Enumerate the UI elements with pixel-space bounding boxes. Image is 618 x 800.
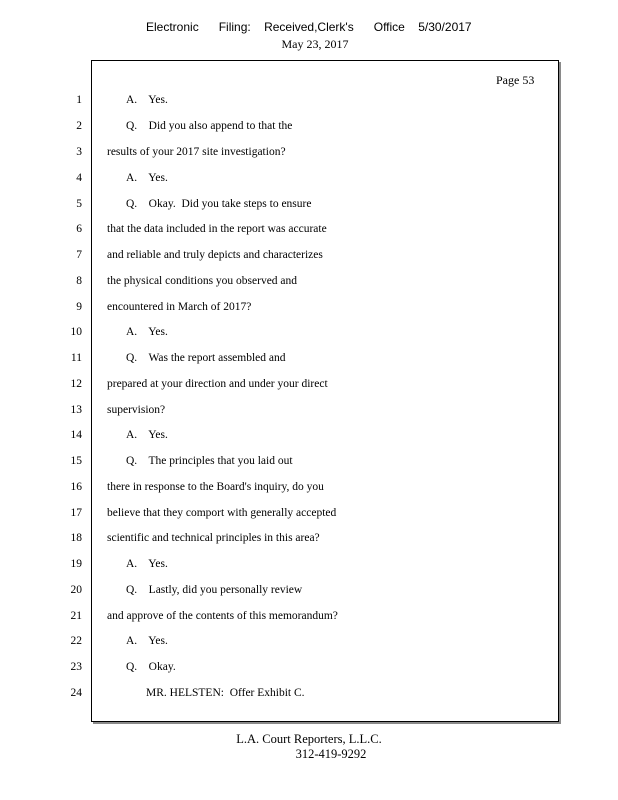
line-number: 13 xyxy=(70,404,82,416)
line-number: 20 xyxy=(70,584,82,596)
transcript-line: and approve of the contents of this memorandum? xyxy=(107,610,338,622)
transcript-line: scientific and technical principles in this area? xyxy=(107,532,320,544)
transcript-line: encountered in March of 2017? xyxy=(107,301,252,313)
stamp-filing: Filing: xyxy=(218,20,251,34)
line-number: 10 xyxy=(70,326,82,338)
stamp-electronic: Electronic xyxy=(146,20,199,34)
stamp-received-clerks: Received,Clerk's xyxy=(264,20,354,34)
line-number: 5 xyxy=(76,198,82,210)
transcript-line: A. Yes. xyxy=(126,94,168,106)
transcript-line: A. Yes. xyxy=(126,326,168,338)
stamp-office: Office xyxy=(373,20,405,34)
transcript-line: A. Yes. xyxy=(126,172,168,184)
footer xyxy=(0,732,618,762)
transcript-line: prepared at your direction and under your direct xyxy=(107,378,328,390)
line-number: 12 xyxy=(70,378,82,390)
transcript-line: A. Yes. xyxy=(126,429,168,441)
line-number: 17 xyxy=(70,507,82,519)
transcript-line: Q. Was the report assembled and xyxy=(126,352,286,364)
line-number: 8 xyxy=(76,275,82,287)
page-number: Page 53 xyxy=(496,73,535,87)
line-number: 4 xyxy=(76,172,82,184)
transcript-date: May 23, 2017 xyxy=(281,37,349,51)
line-number: 21 xyxy=(70,610,82,622)
stamp-date: 5/30/2017 xyxy=(418,20,472,34)
line-number: 18 xyxy=(70,532,82,544)
transcript-line: believe that they comport with generally accepted xyxy=(107,507,337,519)
footer-phone: 312-419-9292 xyxy=(295,747,367,761)
transcript-line: and reliable and truly depicts and characterizes xyxy=(107,249,323,261)
transcript-line: there in response to the Board's inquiry, do you xyxy=(107,481,324,493)
transcript-line: Q. Lastly, did you personally review xyxy=(126,584,303,596)
transcript-line: Q. Did you also append to that the xyxy=(126,120,293,132)
line-number: 7 xyxy=(76,249,82,261)
line-number: 1 xyxy=(76,94,82,106)
transcript-line: Q. Okay. xyxy=(126,661,176,673)
transcript-line: A. Yes. xyxy=(126,635,168,647)
transcript-line: Q. The principles that you laid out xyxy=(126,455,293,467)
transcript-line: supervision? xyxy=(107,404,166,416)
line-number: 19 xyxy=(70,558,82,570)
footer-company: L.A. Court Reporters, L.L.C. xyxy=(236,732,382,746)
line-number: 15 xyxy=(70,455,82,467)
transcript-line: MR. HELSTEN: Offer Exhibit C. xyxy=(146,687,305,699)
line-number: 9 xyxy=(76,301,82,313)
transcript-line: results of your 2017 site investigation? xyxy=(107,146,286,158)
line-number: 2 xyxy=(76,120,82,132)
transcript-line: that the data included in the report was accurate xyxy=(107,223,327,235)
line-number: 24 xyxy=(70,687,82,699)
line-number: 6 xyxy=(76,223,82,235)
line-number: 11 xyxy=(70,352,82,364)
line-number: 14 xyxy=(70,429,82,441)
line-number: 23 xyxy=(70,661,82,673)
filing-stamp xyxy=(146,20,472,34)
line-number: 16 xyxy=(70,481,82,493)
line-number: 22 xyxy=(70,635,82,647)
transcript-page xyxy=(91,60,559,722)
transcript-line: Q. Okay. Did you take steps to ensure xyxy=(126,198,312,210)
transcript-line: the physical conditions you observed and xyxy=(107,275,298,287)
transcript-line: A. Yes. xyxy=(126,558,168,570)
line-number: 3 xyxy=(76,146,82,158)
